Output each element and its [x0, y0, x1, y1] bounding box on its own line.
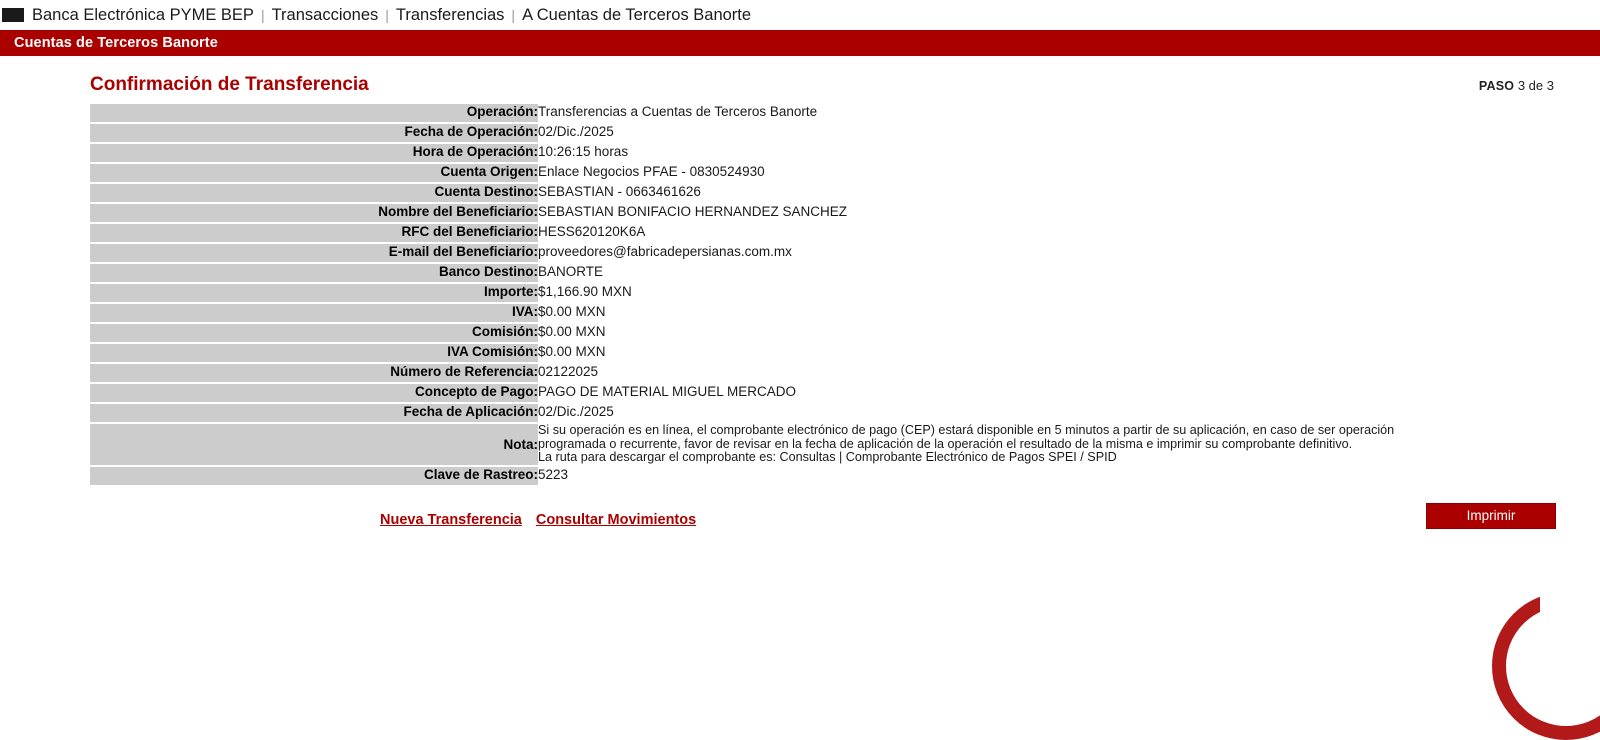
- table-row: [90, 363, 1590, 383]
- breadcrumb-item-app[interactable]: Banca Electrónica PYME BEP: [32, 5, 254, 24]
- table-row: [90, 223, 1590, 243]
- row-value-fecha-operacion: 02/Dic./2025: [538, 123, 1590, 143]
- step-label: PASO: [1478, 79, 1515, 93]
- section-header: [22, 74, 1578, 96]
- row-value-operacion: Transferencias a Cuentas de Terceros Banorte: [538, 104, 1590, 123]
- brand-logo-icon: [2, 8, 24, 22]
- breadcrumb-separator: |: [511, 7, 516, 23]
- note-line-2: programada o recurrente, favor de revisar en la fecha de aplicación de la operación el resultado de la misma e imprimir su comprobante definitivo.: [538, 436, 1353, 451]
- row-value-importe: $1,166.90 MXN: [538, 283, 1590, 303]
- row-label-fecha-aplicacion: Fecha de Aplicación:: [90, 403, 538, 423]
- breadcrumb-separator: |: [385, 7, 389, 23]
- footer-actions: [22, 503, 1578, 537]
- table-row: [90, 466, 1590, 486]
- page-title-band: Cuentas de Terceros Banorte: [0, 30, 1600, 56]
- table-row: [90, 343, 1590, 363]
- step-value: 3 de 3: [1517, 78, 1554, 93]
- table-row: [90, 303, 1590, 323]
- row-value-rfc-beneficiario: HESS620120K6A: [538, 223, 1590, 243]
- table-row: [90, 283, 1590, 303]
- row-label-cuenta-destino: Cuenta Destino:: [90, 183, 538, 203]
- step-indicator: [1479, 78, 1554, 93]
- row-label-banco-destino: Banco Destino:: [90, 263, 538, 283]
- table-row: [90, 123, 1590, 143]
- table-row: [90, 143, 1590, 163]
- row-value-clave-rastreo: 5223: [538, 466, 1590, 486]
- check-movements-link[interactable]: Consultar Movimientos: [535, 511, 697, 528]
- decorative-arc-mask: [1540, 560, 1600, 680]
- table-row: [90, 183, 1590, 203]
- row-label-clave-rastreo: Clave de Rastreo:: [90, 466, 538, 486]
- row-value-nombre-beneficiario: SEBASTIAN BONIFACIO HERNANDEZ SANCHEZ: [538, 203, 1590, 223]
- row-label-iva-comision: IVA Comisión:: [90, 343, 538, 363]
- transfer-details-body: [90, 104, 1590, 486]
- row-value-comision: $0.00 MXN: [538, 323, 1590, 343]
- table-row: [90, 383, 1590, 403]
- row-value-concepto-pago: PAGO DE MATERIAL MIGUEL MERCADO: [538, 383, 1590, 403]
- table-row: [90, 403, 1590, 423]
- row-value-nota: [538, 423, 1590, 466]
- row-label-numero-referencia: Número de Referencia:: [90, 363, 538, 383]
- row-label-rfc-beneficiario: RFC del Beneficiario:: [90, 223, 538, 243]
- row-value-cuenta-destino: SEBASTIAN - 0663461626: [538, 183, 1590, 203]
- row-value-cuenta-origen: Enlace Negocios PFAE - 0830524930: [538, 163, 1590, 183]
- row-label-cuenta-origen: Cuenta Origen:: [90, 163, 538, 183]
- transfer-details-table: [90, 104, 1590, 487]
- row-value-banco-destino: BANORTE: [538, 263, 1590, 283]
- row-value-hora-operacion: 10:26:15 horas: [538, 143, 1590, 163]
- table-row: [90, 323, 1590, 343]
- table-row: [90, 243, 1590, 263]
- table-row: [90, 104, 1590, 123]
- footer-links: [380, 512, 696, 528]
- row-label-nombre-beneficiario: Nombre del Beneficiario:: [90, 203, 538, 223]
- row-value-numero-referencia: 02122025: [538, 363, 1590, 383]
- row-label-email-beneficiario: E-mail del Beneficiario:: [90, 243, 538, 263]
- row-label-concepto-pago: Concepto de Pago:: [90, 383, 538, 403]
- page-title: Confirmación de Transferencia: [90, 74, 369, 95]
- breadcrumb-item-transacciones[interactable]: Transacciones: [271, 5, 379, 24]
- row-value-iva: $0.00 MXN: [538, 303, 1590, 323]
- row-value-email-beneficiario: proveedores@fabricadepersianas.com.mx: [538, 243, 1590, 263]
- row-label-importe: Importe:: [90, 283, 538, 303]
- note-line-1: Si su operación es en línea, el comprobante electrónico de pago (CEP) estará disponible en 5 minutos a partir de su aplicación, en caso de ser operación: [538, 423, 1395, 437]
- breadcrumb-item-transferencias[interactable]: Transferencias: [395, 5, 505, 24]
- new-transfer-link[interactable]: Nueva Transferencia: [380, 511, 522, 528]
- row-label-comision: Comisión:: [90, 323, 538, 343]
- breadcrumb-item-cuentas-terceros[interactable]: A Cuentas de Terceros Banorte: [522, 5, 752, 24]
- row-value-fecha-aplicacion: 02/Dic./2025: [538, 403, 1590, 423]
- table-row: [90, 203, 1590, 223]
- breadcrumb: [0, 0, 1600, 30]
- table-row-note: [90, 423, 1590, 466]
- note-line-3: La ruta para descargar el comprobante es: Consultas | Comprobante Electrónico de Pagos SPEI / SPID: [538, 450, 1117, 464]
- row-label-nota: Nota:: [90, 423, 538, 466]
- row-value-iva-comision: $0.00 MXN: [538, 343, 1590, 363]
- row-label-hora-operacion: Hora de Operación:: [90, 143, 538, 163]
- table-row: [90, 263, 1590, 283]
- row-label-fecha-operacion: Fecha de Operación:: [90, 123, 538, 143]
- row-label-iva: IVA:: [90, 303, 538, 323]
- row-label-operacion: Operación:: [90, 104, 538, 123]
- main-content: [0, 74, 1600, 537]
- breadcrumb-separator: |: [260, 7, 265, 23]
- print-button[interactable]: Imprimir: [1426, 503, 1556, 529]
- table-row: [90, 163, 1590, 183]
- decorative-arc: [1492, 592, 1600, 740]
